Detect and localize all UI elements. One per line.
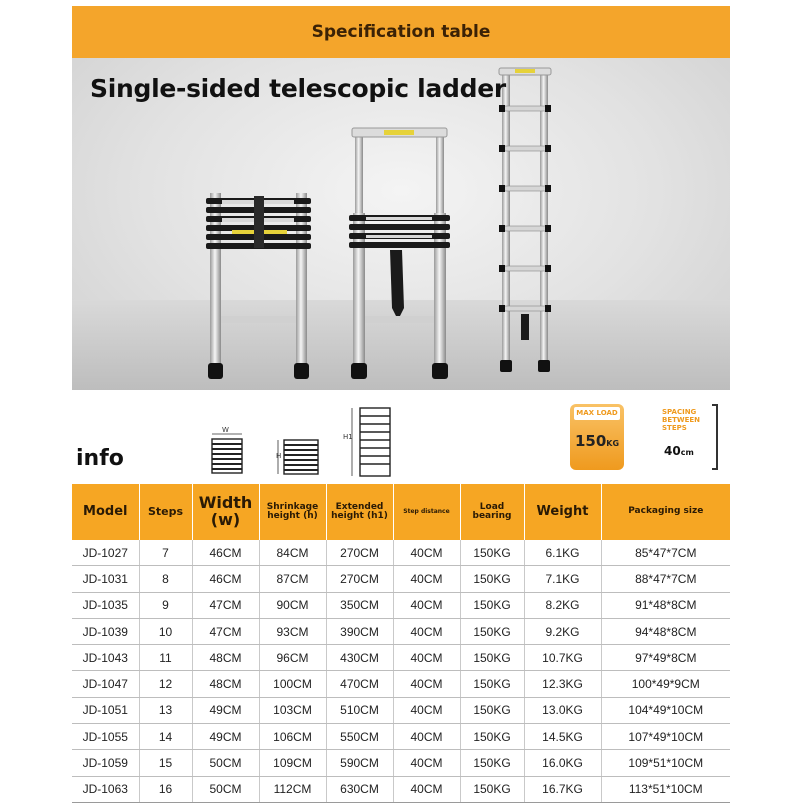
table-cell: 88*47*7CM xyxy=(601,566,730,592)
table-cell: 100CM xyxy=(259,671,326,697)
column-header: Model xyxy=(72,484,139,540)
table-cell: JD-1055 xyxy=(72,724,139,750)
width-tag: W xyxy=(222,426,229,434)
table-cell: 94*48*8CM xyxy=(601,618,730,644)
table-cell: 50CM xyxy=(192,776,259,802)
table-cell: 150KG xyxy=(460,750,524,776)
column-header: Step distance xyxy=(393,484,460,540)
table-cell: 48CM xyxy=(192,645,259,671)
table-cell: 85*47*7CM xyxy=(601,540,730,566)
ladder-illustration xyxy=(72,58,730,390)
table-header-row xyxy=(72,484,730,540)
ladder-partial xyxy=(349,128,450,379)
table-cell: 47CM xyxy=(192,592,259,618)
table-cell: 7 xyxy=(139,540,192,566)
table-cell: 46CM xyxy=(192,566,259,592)
step-spacing-value: 40cm xyxy=(664,444,694,458)
table-cell: 430CM xyxy=(326,645,393,671)
table-cell: 104*49*10CM xyxy=(601,697,730,723)
column-header: Packaging size xyxy=(601,484,730,540)
table-cell: 16.0KG xyxy=(524,750,601,776)
table-cell: 11 xyxy=(139,645,192,671)
width-diagram xyxy=(208,430,248,476)
table-cell: JD-1051 xyxy=(72,697,139,723)
table-cell: 109*51*10CM xyxy=(601,750,730,776)
table-row xyxy=(72,645,730,671)
table-cell: 8 xyxy=(139,566,192,592)
table-cell: 16.7KG xyxy=(524,776,601,802)
table-cell: JD-1039 xyxy=(72,618,139,644)
table-cell: 150KG xyxy=(460,776,524,802)
table-cell: 9 xyxy=(139,592,192,618)
table-row xyxy=(72,618,730,644)
table-cell: 10 xyxy=(139,618,192,644)
column-header: Steps xyxy=(139,484,192,540)
table-cell: 96CM xyxy=(259,645,326,671)
table-cell: 49CM xyxy=(192,697,259,723)
spec-table xyxy=(72,484,730,803)
spec-banner xyxy=(72,6,730,58)
table-cell: 40CM xyxy=(393,724,460,750)
table-cell: 103CM xyxy=(259,697,326,723)
table-cell: 50CM xyxy=(192,750,259,776)
table-cell: 10.7KG xyxy=(524,645,601,671)
table-cell: 113*51*10CM xyxy=(601,776,730,802)
table-cell: 91*48*8CM xyxy=(601,592,730,618)
banner-title: Specification table xyxy=(311,22,491,42)
table-cell: 9.2KG xyxy=(524,618,601,644)
table-body xyxy=(72,540,730,802)
extended-height-tag: H1 xyxy=(343,433,353,441)
table-row xyxy=(72,592,730,618)
table-cell: 40CM xyxy=(393,750,460,776)
table-cell: 150KG xyxy=(460,645,524,671)
table-cell: 270CM xyxy=(326,566,393,592)
table-cell: 12 xyxy=(139,671,192,697)
table-cell: 14 xyxy=(139,724,192,750)
table-cell: 40CM xyxy=(393,645,460,671)
column-header: Shrinkage height (h) xyxy=(259,484,326,540)
table-row xyxy=(72,697,730,723)
table-cell: 100*49*9CM xyxy=(601,671,730,697)
table-cell: 14.5KG xyxy=(524,724,601,750)
table-row xyxy=(72,750,730,776)
column-header: Load bearing xyxy=(460,484,524,540)
table-cell: 93CM xyxy=(259,618,326,644)
max-load-value: 150KG xyxy=(574,432,620,450)
table-cell: 109CM xyxy=(259,750,326,776)
table-cell: JD-1047 xyxy=(72,671,139,697)
table-cell: 150KG xyxy=(460,566,524,592)
table-row xyxy=(72,671,730,697)
table-cell: 112CM xyxy=(259,776,326,802)
table-cell: 270CM xyxy=(326,540,393,566)
step-spacing-header: SPACING BETWEEN STEPS xyxy=(662,408,701,432)
table-cell: 107*49*10CM xyxy=(601,724,730,750)
table-cell: 150KG xyxy=(460,618,524,644)
table-cell: 350CM xyxy=(326,592,393,618)
table-cell: 390CM xyxy=(326,618,393,644)
table-cell: 49CM xyxy=(192,724,259,750)
photo-heading: Single-sided telescopic ladder xyxy=(90,74,506,103)
table-cell: 13 xyxy=(139,697,192,723)
table-cell: 40CM xyxy=(393,671,460,697)
table-cell: JD-1059 xyxy=(72,750,139,776)
table-cell: 97*49*8CM xyxy=(601,645,730,671)
table-cell: 40CM xyxy=(393,540,460,566)
table-cell: JD-1031 xyxy=(72,566,139,592)
table-row xyxy=(72,776,730,802)
max-load-badge xyxy=(570,404,624,470)
table-cell: 150KG xyxy=(460,697,524,723)
table-cell: 510CM xyxy=(326,697,393,723)
table-cell: 15 xyxy=(139,750,192,776)
table-cell: 90CM xyxy=(259,592,326,618)
table-row xyxy=(72,566,730,592)
ladder-collapsed xyxy=(206,193,311,379)
height-tag: H xyxy=(276,452,282,460)
table-cell: 48CM xyxy=(192,671,259,697)
column-header: Width (w) xyxy=(192,484,259,540)
table-cell: 40CM xyxy=(393,776,460,802)
column-header: Weight xyxy=(524,484,601,540)
table-row xyxy=(72,724,730,750)
table-cell: 8.2KG xyxy=(524,592,601,618)
step-spacing-badge xyxy=(656,404,718,470)
table-cell: 40CM xyxy=(393,592,460,618)
table-cell: 150KG xyxy=(460,540,524,566)
table-cell: JD-1027 xyxy=(72,540,139,566)
extended-height-diagram xyxy=(346,404,396,480)
table-cell: 6.1KG xyxy=(524,540,601,566)
table-cell: 47CM xyxy=(192,618,259,644)
table-cell: 550CM xyxy=(326,724,393,750)
info-label: info xyxy=(76,446,124,471)
product-photo xyxy=(72,58,730,390)
table-cell: 630CM xyxy=(326,776,393,802)
table-cell: 590CM xyxy=(326,750,393,776)
ladder-extended xyxy=(499,68,551,372)
table-cell: 87CM xyxy=(259,566,326,592)
table-cell: 46CM xyxy=(192,540,259,566)
column-header: Extended height (h1) xyxy=(326,484,393,540)
table-cell: 40CM xyxy=(393,566,460,592)
table-row xyxy=(72,540,730,566)
table-cell: 40CM xyxy=(393,618,460,644)
table-cell: 12.3KG xyxy=(524,671,601,697)
table-cell: 40CM xyxy=(393,697,460,723)
table-cell: 150KG xyxy=(460,671,524,697)
table-cell: 7.1KG xyxy=(524,566,601,592)
table-cell: JD-1043 xyxy=(72,645,139,671)
table-cell: 150KG xyxy=(460,592,524,618)
table-cell: JD-1035 xyxy=(72,592,139,618)
table-cell: 16 xyxy=(139,776,192,802)
table-cell: JD-1063 xyxy=(72,776,139,802)
table-cell: 470CM xyxy=(326,671,393,697)
table-cell: 13.0KG xyxy=(524,697,601,723)
table-cell: 84CM xyxy=(259,540,326,566)
max-load-header: MAX LOAD xyxy=(574,407,620,420)
table-cell: 150KG xyxy=(460,724,524,750)
table-cell: 106CM xyxy=(259,724,326,750)
